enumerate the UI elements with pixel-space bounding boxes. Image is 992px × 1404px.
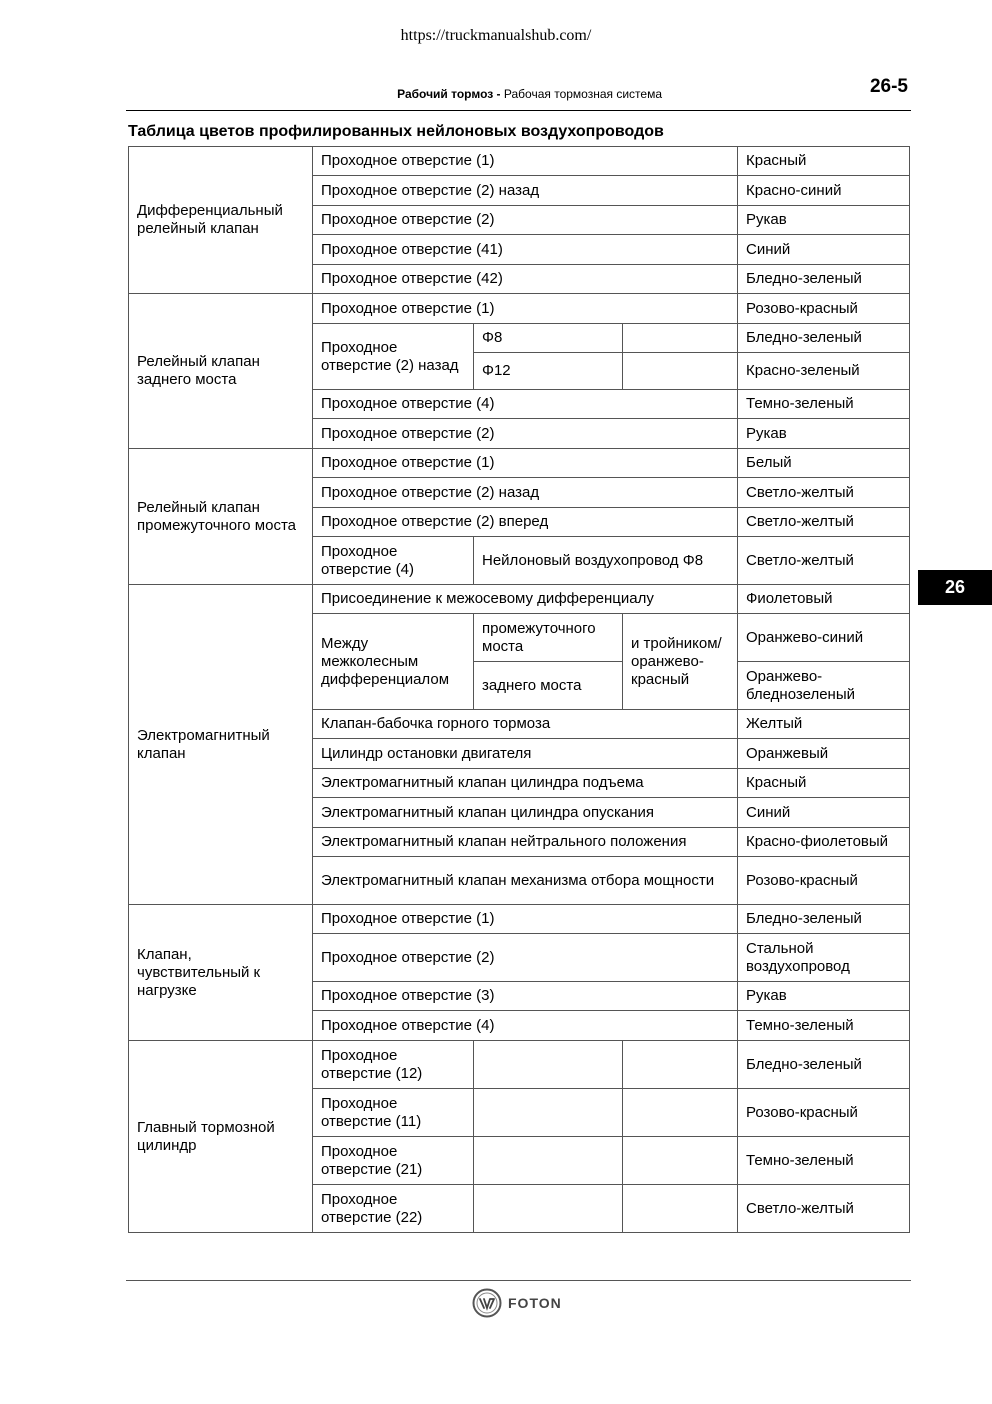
port-cell: Проходное отверстие (2)	[313, 419, 738, 449]
color-cell: Бледно-зеленый	[738, 905, 910, 934]
color-cell: Рукав	[738, 982, 910, 1011]
port-cell: Между межколесным дифференциалом	[313, 614, 474, 710]
table-row	[129, 585, 910, 614]
port-cell: Проходное отверстие (2) назад	[313, 478, 738, 508]
brand-logo	[472, 1288, 562, 1318]
table-title: Таблица цветов профилированных нейлоновых воздухопроводов	[128, 123, 664, 140]
port-cell: Присоединение к межосевому дифференциалу	[313, 585, 738, 614]
subsection-title: Рабочая тормозная система	[500, 87, 662, 101]
foton-emblem-icon	[472, 1288, 502, 1318]
port-cell: Проходное отверстие (2) назад	[313, 324, 474, 390]
port-cell: Проходное отверстие (22)	[313, 1185, 474, 1233]
header-divider	[126, 110, 911, 111]
empty-cell	[623, 353, 738, 390]
tee-cell: и тройником/ оранжево-красный	[623, 614, 738, 710]
port-cell: Проходное отверстие (4)	[313, 537, 474, 585]
table-row	[129, 147, 910, 176]
color-cell: Бледно-зеленый	[738, 324, 910, 353]
port-cell: Проходное отверстие (1)	[313, 905, 738, 934]
empty-cell	[623, 1185, 738, 1233]
port-cell: Проходное отверстие (2)	[313, 206, 738, 235]
port-cell: Клапан-бабочка горного тормоза	[313, 710, 738, 739]
color-cell: Красный	[738, 147, 910, 176]
color-cell: Красно-синий	[738, 176, 910, 206]
section-title: Рабочий тормоз -	[397, 87, 501, 101]
color-cell: Оранжево-бледнозеленый	[738, 662, 910, 710]
port-cell: Проходное отверстие (1)	[313, 147, 738, 176]
port-cell: Проходное отверстие (41)	[313, 235, 738, 265]
port-cell: Проходное отверстие (2)	[313, 934, 738, 982]
color-cell: Желтый	[738, 710, 910, 739]
brand-name: FOTON	[508, 1295, 562, 1311]
running-header	[126, 87, 662, 101]
color-cell: Розово-красный	[738, 1089, 910, 1137]
source-url: https://truckmanualshub.com/	[400, 27, 592, 44]
empty-cell	[474, 1137, 623, 1185]
port-cell: Электромагнитный клапан механизма отбора мощности	[313, 857, 738, 905]
port-cell: Проходное отверстие (1)	[313, 449, 738, 478]
color-cell: Темно-зеленый	[738, 390, 910, 419]
axle-cell: заднего моста	[474, 662, 623, 710]
port-cell: Проходное отверстие (21)	[313, 1137, 474, 1185]
component-name: Дифференциальный релейный клапан	[129, 147, 313, 294]
port-cell: Электромагнитный клапан цилиндра опускания	[313, 798, 738, 828]
color-cell: Темно-зеленый	[738, 1011, 910, 1041]
component-name: Клапан, чувствительный к нагрузке	[129, 905, 313, 1041]
air-line-color-table	[128, 146, 910, 1233]
port-cell: Проходное отверстие (12)	[313, 1041, 474, 1089]
axle-cell: промежуточного моста	[474, 614, 623, 662]
empty-cell	[474, 1041, 623, 1089]
color-cell: Красно-фиолетовый	[738, 828, 910, 857]
color-cell: Оранжево-синий	[738, 614, 910, 662]
diameter-cell: Φ8	[474, 324, 623, 353]
color-cell: Рукав	[738, 206, 910, 235]
color-cell: Синий	[738, 235, 910, 265]
port-cell: Проходное отверстие (4)	[313, 390, 738, 419]
port-cell: Проходное отверстие (11)	[313, 1089, 474, 1137]
color-cell: Бледно-зеленый	[738, 1041, 910, 1089]
table-row	[129, 905, 910, 934]
component-name: Главный тормозной цилиндр	[129, 1041, 313, 1233]
color-cell: Оранжевый	[738, 739, 910, 769]
color-cell: Бледно-зеленый	[738, 265, 910, 294]
port-cell: Проходное отверстие (4)	[313, 1011, 738, 1041]
port-cell: Проходное отверстие (3)	[313, 982, 738, 1011]
port-cell: Проходное отверстие (2) назад	[313, 176, 738, 206]
color-cell: Розово-красный	[738, 857, 910, 905]
component-name: Релейный клапан заднего моста	[129, 294, 313, 449]
color-cell: Красный	[738, 769, 910, 798]
component-name: Релейный клапан промежуточного моста	[129, 449, 313, 585]
color-cell: Светло-желтый	[738, 1185, 910, 1233]
component-name: Электромагнитный клапан	[129, 585, 313, 905]
port-cell: Проходное отверстие (2) вперед	[313, 508, 738, 537]
color-cell: Синий	[738, 798, 910, 828]
footer-divider	[126, 1280, 911, 1281]
empty-cell	[623, 324, 738, 353]
port-cell: Электромагнитный клапан нейтрального положения	[313, 828, 738, 857]
table-row	[129, 294, 910, 324]
color-cell: Светло-желтый	[738, 478, 910, 508]
table-row	[129, 449, 910, 478]
empty-cell	[623, 1089, 738, 1137]
color-cell: Белый	[738, 449, 910, 478]
empty-cell	[474, 1185, 623, 1233]
color-cell: Красно-зеленый	[738, 353, 910, 390]
table-row	[129, 1041, 910, 1089]
empty-cell	[623, 1041, 738, 1089]
color-cell: Темно-зеленый	[738, 1137, 910, 1185]
color-cell: Светло-желтый	[738, 508, 910, 537]
page-number: 26-5	[869, 76, 908, 97]
color-cell: Рукав	[738, 419, 910, 449]
port-cell: Цилиндр остановки двигателя	[313, 739, 738, 769]
port-cell: Проходное отверстие (1)	[313, 294, 738, 324]
chapter-tab: 26	[918, 570, 992, 605]
line-type-cell: Нейлоновый воздухопровод Φ8	[474, 537, 738, 585]
port-cell: Электромагнитный клапан цилиндра подъема	[313, 769, 738, 798]
color-cell: Фиолетовый	[738, 585, 910, 614]
color-cell: Светло-желтый	[738, 537, 910, 585]
empty-cell	[474, 1089, 623, 1137]
color-cell: Розово-красный	[738, 294, 910, 324]
diameter-cell: Φ12	[474, 353, 623, 390]
color-cell: Стальной воздухопровод	[738, 934, 910, 982]
empty-cell	[623, 1137, 738, 1185]
port-cell: Проходное отверстие (42)	[313, 265, 738, 294]
